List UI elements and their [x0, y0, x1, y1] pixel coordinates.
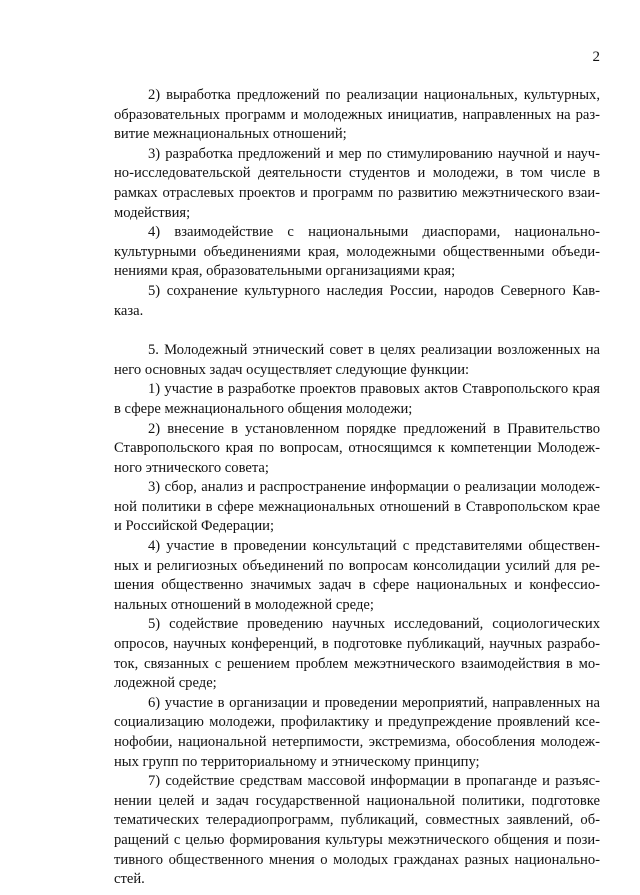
- text-line: ных групп по территориальному и этническому принципу;: [114, 753, 480, 770]
- paragraph-2-item-4: [114, 223, 600, 282]
- text-line: 5) сохранение культурного наследия России, народов Северного Кав-: [148, 282, 600, 299]
- text-line: 4) участие в проведении консультаций с представителями обществен-: [148, 538, 600, 555]
- paragraph-5-intro: [114, 341, 600, 380]
- text-line: культурными объединениями края, молодежными общественными объеди-: [114, 243, 600, 260]
- text-line: социализацию молодежи, профилактику и предупреждение проявлений ксе-: [114, 714, 600, 731]
- text-line: 2) выработка предложений по реализации национальных, культурных,: [148, 87, 600, 103]
- text-line: но-исследовательской деятельности студентов и молодежи, в том числе в: [114, 165, 600, 182]
- text-line: шения общественно значимых задач в сфере национальных и конфессио-: [114, 577, 600, 594]
- text-line: нении целей и задач государственной национальной политики, подготовке: [114, 792, 600, 809]
- text-line: каза.: [114, 302, 144, 319]
- text-line: нениями края, образовательными организациями края;: [114, 263, 456, 280]
- text-line: 5) содействие проведению научных исследований, социологических: [148, 616, 600, 633]
- text-line: витие межнациональных отношений;: [114, 126, 347, 143]
- paragraph-5-item-4: [114, 537, 600, 615]
- paragraph-gap: [114, 321, 600, 341]
- page-number: 2: [592, 49, 600, 65]
- paragraph-2-item-3: [114, 145, 600, 223]
- text-line: 7) содействие средствам массовой информации в пропаганде и разъяс-: [148, 773, 600, 790]
- paragraph-5-item-2: [114, 420, 600, 479]
- paragraph-5-item-3: [114, 478, 600, 537]
- text-line: лодежной среде;: [114, 675, 217, 692]
- paragraph-5-item-5: [114, 615, 600, 693]
- text-line: рамках отраслевых проектов и программ по развитию межэтнического взаи-: [114, 184, 600, 201]
- paragraph-5-item-6: [114, 694, 600, 772]
- text-line: Ставропольского края по вопросам, относящимся к компетенции Молодеж-: [114, 440, 600, 457]
- text-line: тематических телерадиопрограмм, публикаций, совместных заявлений, об-: [114, 812, 600, 829]
- text-line: 3) сбор, анализ и распространение информации о реализации молодеж-: [148, 479, 600, 496]
- text-line: ной политики в сфере межнациональных отношений в Ставропольском крае: [114, 498, 600, 515]
- text-line: 4) взаимодействие с национальными диаспорами, национально-: [148, 224, 600, 241]
- text-line: 3) разработка предложений и мер по стимулированию научной и науч-: [148, 145, 600, 162]
- document-body: [114, 86, 600, 890]
- text-line: образовательных программ и молодежных инициатив, направленных на раз-: [114, 106, 600, 123]
- text-line: него основных задач осуществляет следующие функции:: [114, 361, 470, 378]
- text-line: ного этнического совета;: [114, 459, 269, 476]
- paragraph-2-item-5: [114, 282, 600, 321]
- text-line: модействия;: [114, 204, 191, 221]
- text-line: стей.: [114, 871, 145, 888]
- paragraph-2-item-2: [114, 86, 600, 145]
- text-line: 2) внесение в установленном порядке предложений в Правительство: [148, 420, 600, 437]
- text-line: ных и религиозных объединений по вопросам консолидации усилий для ре-: [114, 557, 600, 574]
- text-line: в сфере межнационального общения молодежи;: [114, 400, 413, 417]
- text-line: 6) участие в организации и проведении мероприятий, направленных на: [148, 694, 600, 711]
- text-line: 5. Молодежный этнический совет в целях реализации возложенных на: [148, 342, 600, 359]
- text-line: ращений с целью формирования культуры межэтнического общения и пози-: [114, 831, 600, 848]
- text-line: опросов, научных конференций, в подготовке публикаций, научных разрабо-: [114, 636, 600, 653]
- paragraph-5-item-1: [114, 380, 600, 419]
- text-line: тивного общественного мнения о молодых гражданах разных национально-: [114, 851, 600, 868]
- text-line: и Российской Федерации;: [114, 518, 275, 535]
- text-line: 1) участие в разработке проектов правовых актов Ставропольского края: [148, 381, 600, 398]
- text-line: нальных отношений в молодежной среде;: [114, 596, 374, 613]
- text-line: нофобии, национальной нетерпимости, экстремизма, обособления молодеж-: [114, 734, 600, 750]
- paragraph-5-item-7: [114, 772, 600, 890]
- text-line: ток, связанных с решением проблем межэтнического взаимодействия в мо-: [114, 655, 600, 672]
